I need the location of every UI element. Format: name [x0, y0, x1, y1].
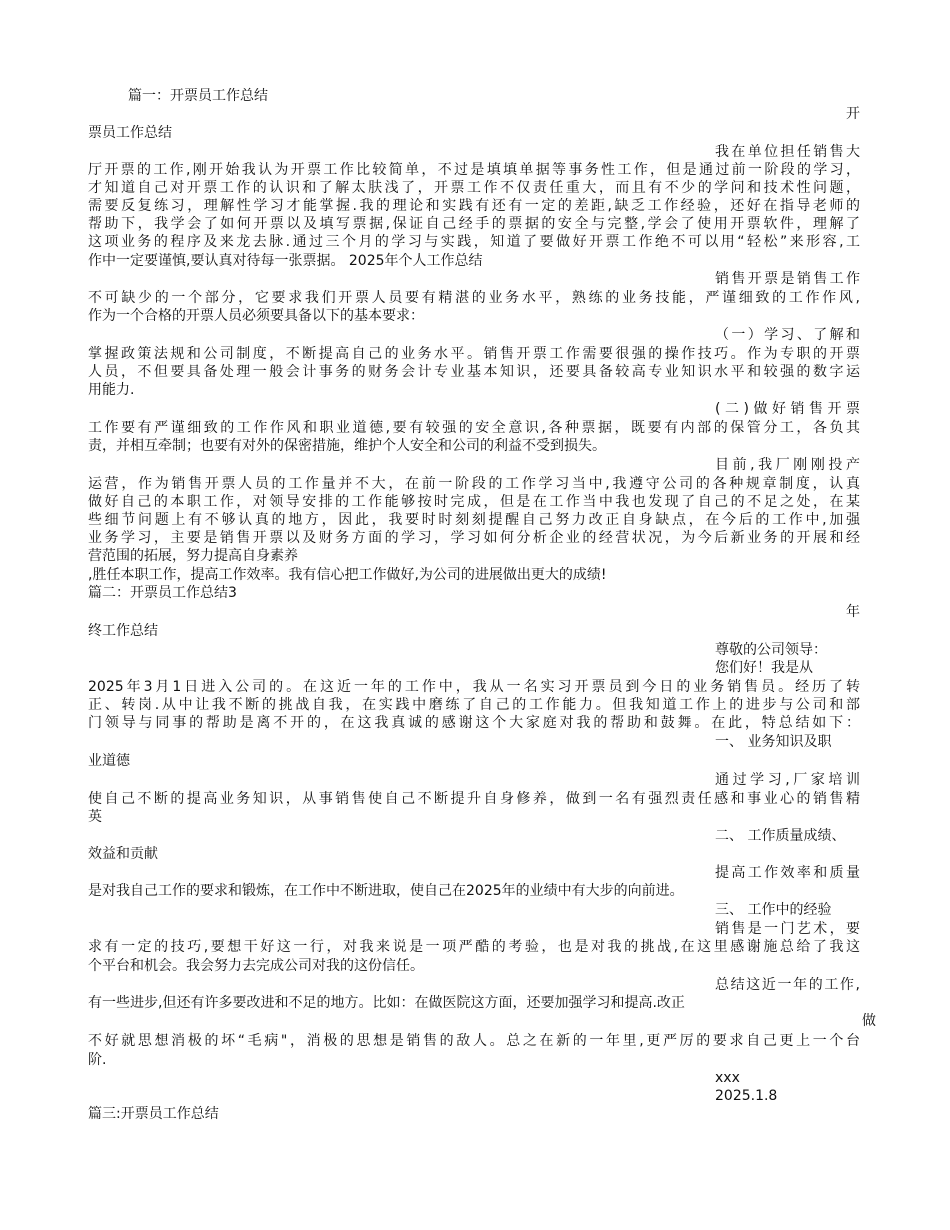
text-line: 个平台和机会。我会努力去完成公司对我的这份信任。: [88, 958, 424, 974]
text-line: 这项业务的程序及来龙去脉.通过三个月的学习与实践，知道了要做好开票工作绝不可以用“轻松”来形容,工: [88, 234, 860, 250]
text-line: 通过学习,厂家培训: [715, 772, 860, 788]
text-line: 有一些进步,但还有许多要改进和不足的地方。比如：在做医院这方面，还要加强学习和提高.改正: [88, 995, 685, 1011]
text-line: 不好就思想消极的坏“毛病"，消极的思想是销售的敌人。总之在新的一年里,更严厉的要求自己更上一个台: [88, 1033, 860, 1049]
text-line: 阶.: [88, 1052, 107, 1068]
text-line: 销售开票是销售工作: [715, 271, 860, 287]
text-line: 不可缺少的一个部分，它要求我们开票人员要有精湛的业务水平，熟练的业务技能，严谨细致的工作作风,: [88, 290, 860, 306]
text-line: 总结这近一年的工作,: [715, 977, 860, 993]
text-line: 英: [88, 809, 102, 825]
section-title-2: 篇二：开票员工作总结3: [88, 585, 237, 601]
text-line: 帮助下，我学会了如何开票以及填写票据,保证自己经手的票据的安全与完整,学会了使用开票软件，理解了: [88, 216, 860, 232]
signature-date: 2025.1.8: [715, 1088, 778, 1104]
text-line: (二)做好销售开票: [715, 401, 860, 417]
text-line: 掌握政策法规和公司制度，不断提高自己的业务水平。销售开票工作需要很强的操作技巧。作为专职的开票: [88, 346, 860, 362]
text-line: 您们好！我是从: [715, 660, 813, 676]
text-line: 作中一定要谨慎,要认真对待每一张票据。 2025年个人工作总结: [88, 253, 483, 269]
text-line: 做好自己的本职工作，对领导安排的工作能够按时完成，但是在工作当中我也发现了自己的不足之处，在某: [88, 494, 860, 510]
text-line: 人员，不但要具备处理一般会计事务的财务会计专业基本知识，还要具备较高专业知识水平和较强的数字运: [88, 364, 860, 380]
text-line: （一）学习、了解和: [715, 327, 860, 343]
text-line: 我在单位担任销售大: [715, 144, 860, 160]
text-line: 营范围的拓展，努力提高自身素养: [88, 548, 298, 564]
text-line: 厅开票的工作,刚开始我认为开票工作比较简单，不过是填填单据等事务性工作，但是通过前一阶段的学习，: [88, 162, 860, 178]
text-line: 提高工作效率和质量: [715, 865, 860, 881]
subheading-3: 三、 工作中的经验: [715, 902, 832, 918]
subheading-2: 二、 工作质量成绩、: [715, 828, 846, 844]
text-line: 终工作总结: [88, 623, 158, 639]
section-title-1: 篇一：开票员工作总结: [128, 88, 268, 104]
text-line: 是对我自己工作的要求和锻炼，在工作中不断进取，使自己在2025年的业绩中有大步的向前进。: [88, 883, 684, 899]
subheading-1: 一、 业务知识及职: [715, 734, 832, 750]
text-line: 业务学习，主要是销售开票以及财务方面的学习，学习如何分析企业的经营状况，为今后新业务的开展和经: [88, 530, 860, 546]
text-line: 运营，作为销售开票人员的工作量并不大，在前一阶段的工作学习当中,我遵守公司的各种规章制度，认真: [88, 476, 860, 492]
text-line: 责，并相互牵制；也要有对外的保密措施，维护个人安全和公司的利益不受到损失。: [88, 438, 606, 454]
text-line: ,胜任本职工作，提高工作效率。我有信心把工作做好,为公司的进展做出更大的成绩!: [88, 567, 607, 583]
section-title-3: 篇三:开票员工作总结: [88, 1106, 219, 1122]
text-line: 作为一个合格的开票人员必须要具备以下的基本要求：: [88, 308, 424, 324]
text-line: 才知道自己对开票工作的认识和了解太肤浅了，开票工作不仅责任重大，而且有不少的学问和技术性问题，: [88, 180, 860, 196]
text-line: 求有一定的技巧,要想干好这一行，对我来说是一项严酷的考验，也是对我的挑战,在这里感谢施总给了我这: [88, 939, 860, 955]
text-line: 效益和贡献: [88, 846, 158, 862]
salutation: 尊敬的公司领导：: [715, 642, 827, 658]
text-line: 目前,我厂刚刚投产: [715, 457, 860, 473]
text-line: 需要反复练习，理解性学习才能掌握.我的理论和实践有还有一定的差距,缺乏工作经验，还好在指导老师的: [88, 198, 860, 214]
text-line: 些细节问题上有不够认真的地方，因此，我要时时刻刻提醒自己努力改正自身缺点，在今后的工作中,加强: [88, 512, 860, 528]
text-line: 年: [846, 604, 860, 620]
text-line: 工作要有严谨细致的工作作风和职业道德,要有较强的安全意识,各种票据，既要有内部的保管分工，各负其: [88, 420, 860, 436]
text-line: 正、转岗.从中让我不断的挑战自我，在实践中磨练了自己的工作能力。但我知道工作上的进步与公司和部: [88, 697, 860, 713]
signature-name: xxx: [715, 1070, 740, 1086]
text-line: 门领导与同事的帮助是离不开的，在这我真诚的感谢这个大家庭对我的帮助和鼓舞。在此，特总结如下：: [88, 715, 860, 731]
text-line: 用能力.: [88, 382, 135, 398]
text-line: 票员工作总结: [88, 125, 172, 141]
text-line: 做: [862, 1013, 876, 1029]
text-line: 开: [846, 106, 860, 122]
text-line: 使自己不断的提高业务知识，从事销售使自己不断提升自身修养，做到一名有强烈责任感和事业心的销售精: [88, 791, 860, 807]
text-line: 业道德: [88, 753, 130, 769]
text-line: 2025年3月1日进入公司的。在这近一年的工作中，我从一名实习开票员到今日的业务销售员。经历了转: [88, 679, 860, 695]
text-line: 销售是一门艺术，要: [715, 921, 860, 937]
